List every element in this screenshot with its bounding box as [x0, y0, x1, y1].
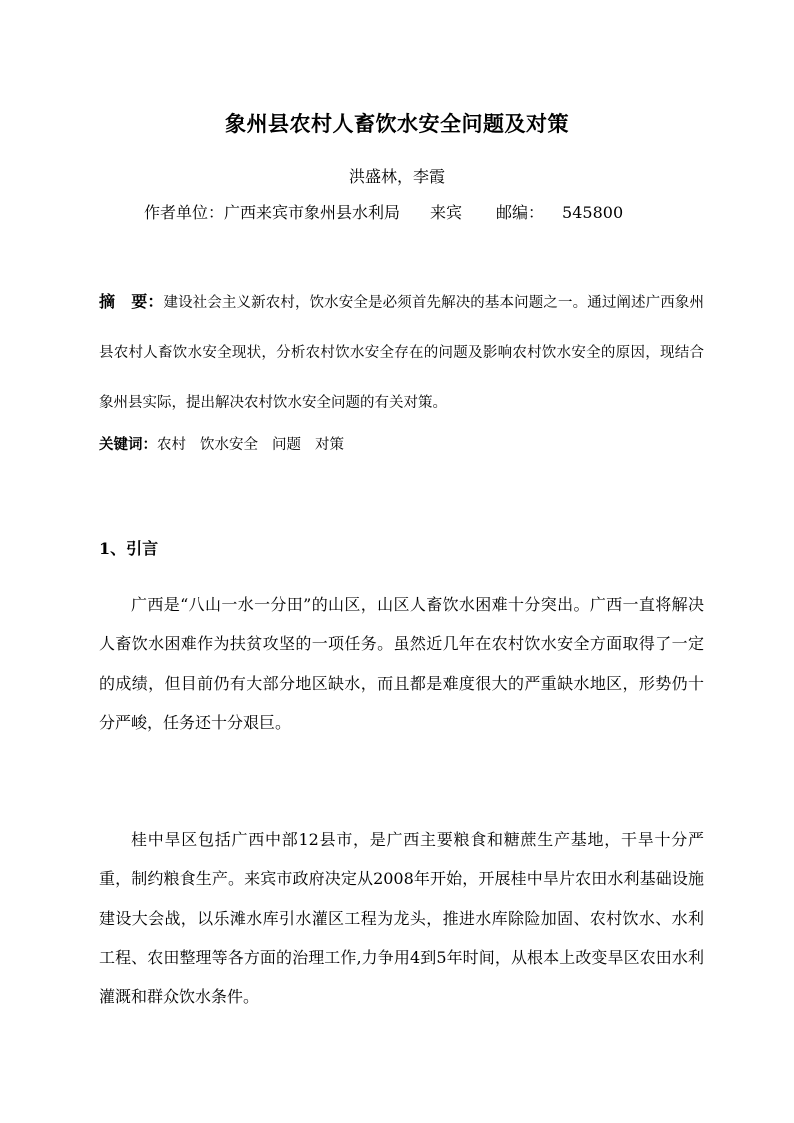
postcode-label: 邮编： — [496, 203, 545, 222]
body-paragraph: 广西是“八山一水一分田”的山区，山区人畜饮水困难十分突出。广西一直将解决人畜饮水困难作为扶贫攻坚的一项任务。虽然近几年在农村饮水安全方面取得了一定的成绩，但目前仍有大部分地区缺水，而且都是难度很大的严重缺水地区，形势仍十分严峻，任务还十分艰巨。 — [99, 595, 704, 732]
abstract-label: 摘 要： — [99, 292, 164, 311]
abstract — [99, 277, 704, 428]
author-affiliation — [144, 200, 623, 223]
keywords-label: 关键词： — [99, 436, 157, 453]
keyword-item: 农村 — [157, 437, 186, 453]
affiliation-city: 来宾 — [430, 203, 463, 222]
postcode-value: 545800 — [562, 203, 624, 222]
author-list: 洪盛林，李霞 — [348, 167, 445, 186]
affiliation-organization: 作者单位：广西来宾市象州县水利局 — [144, 203, 401, 222]
section-heading-introduction: 1、引言 — [99, 539, 159, 558]
paper-title: 象州县农村人畜饮水安全问题及对策 — [225, 111, 569, 136]
keyword-item: 对策 — [315, 437, 344, 453]
keyword-item: 问题 — [272, 437, 301, 453]
abstract-text: 建设社会主义新农村，饮水安全是必须首先解决的基本问题之一。通过阐述广西象州县农村人畜饮水安全现状，分析农村饮水安全存在的问题及影响农村饮水安全的原因，现结合象州县实际，提出解决农村饮水安全问题的有关对策。 — [99, 295, 704, 411]
body-paragraph: 桂中旱区包括广西中部12县市，是广西主要粮食和糖蔗生产基地，干旱十分严重，制约粮食生产。来宾市政府决定从2008年开始，开展桂中旱片农田水利基础设施建设大会战，以乐滩水库引水灌区工程为龙头，推进水库除险加固、农村饮水、水利工程、农田整理等各方面的治理工作,力争用4到5年时间，从根本上改变旱区农田水利灌溉和群众饮水条件。 — [99, 830, 704, 1007]
keywords — [99, 433, 358, 454]
keyword-item: 饮水安全 — [200, 437, 258, 453]
